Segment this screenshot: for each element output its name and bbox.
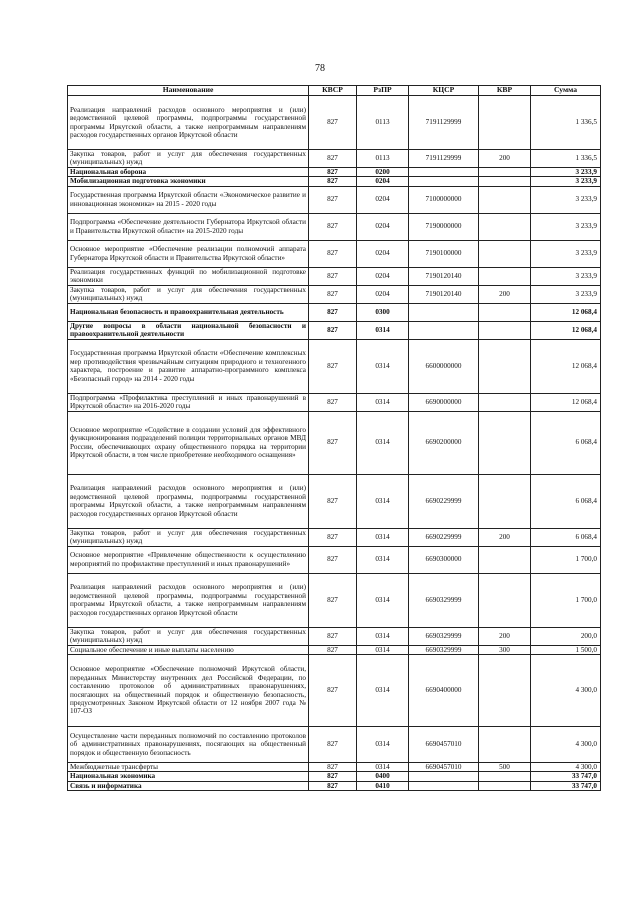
cell-sum: 1 336,5 <box>531 150 601 168</box>
cell-sum: 1 700,0 <box>531 573 601 627</box>
cell-kcsr: 6690300000 <box>409 546 479 573</box>
cell-kvr <box>479 546 531 573</box>
cell-kvsr: 827 <box>309 213 357 240</box>
cell-kvr <box>479 303 531 321</box>
cell-kvsr: 827 <box>309 167 357 176</box>
cell-name: Закупка товаров, работ и услуг для обеспечения государственных (муниципальных) нужд <box>68 150 309 168</box>
cell-kvr <box>479 474 531 528</box>
cell-kvsr: 827 <box>309 573 357 627</box>
cell-sum: 1 500,0 <box>531 645 601 654</box>
cell-name: Национальная экономика <box>68 772 309 781</box>
header-rzpr: РзПР <box>357 86 409 96</box>
cell-kcsr <box>409 321 479 339</box>
cell-sum: 12 068,4 <box>531 393 601 411</box>
cell-rzpr: 0314 <box>357 573 409 627</box>
table-row <box>68 411 601 474</box>
cell-sum: 1 700,0 <box>531 546 601 573</box>
header-kvsr: КВСР <box>309 86 357 96</box>
cell-sum: 3 233,9 <box>531 213 601 240</box>
cell-name: Подпрограмма «Обеспечение деятельности Губернатора Иркутской области и Правительства Иркутской области» на 2015-2020 годы <box>68 213 309 240</box>
cell-kvr <box>479 177 531 186</box>
cell-kcsr: 7191129999 <box>409 150 479 168</box>
cell-name: Государственная программа Иркутской области «Экономическое развитие и инновационная экономика» на 2015 - 2020 годы <box>68 186 309 213</box>
cell-kvsr: 827 <box>309 186 357 213</box>
cell-rzpr: 0314 <box>357 528 409 546</box>
cell-rzpr: 0314 <box>357 627 409 645</box>
cell-kcsr <box>409 772 479 781</box>
cell-kvsr: 827 <box>309 339 357 393</box>
cell-name: Закупка товаров, работ и услуг для обеспечения государственных (муниципальных) нужд <box>68 528 309 546</box>
cell-kvr <box>479 655 531 727</box>
cell-kvr <box>479 321 531 339</box>
cell-name: Реализация государственных функций по мобилизационной подготовке экономики <box>68 267 309 285</box>
cell-sum: 6 068,4 <box>531 474 601 528</box>
cell-rzpr: 0314 <box>357 763 409 772</box>
table-row <box>68 303 601 321</box>
cell-kcsr <box>409 167 479 176</box>
cell-kcsr: 7190120140 <box>409 285 479 303</box>
table-row <box>68 528 601 546</box>
table-row <box>68 177 601 186</box>
cell-rzpr: 0204 <box>357 285 409 303</box>
cell-rzpr: 0314 <box>357 727 409 763</box>
table-row <box>68 627 601 645</box>
cell-name: Социальное обеспечение и иные выплаты населению <box>68 645 309 654</box>
cell-kvr: 200 <box>479 150 531 168</box>
cell-kcsr: 6690200000 <box>409 411 479 474</box>
cell-kvr <box>479 411 531 474</box>
cell-rzpr: 0314 <box>357 655 409 727</box>
cell-sum: 3 233,9 <box>531 186 601 213</box>
cell-name: Реализация направлений расходов основного мероприятия и (или) ведомственной целевой программы, подпрограммы государственной программы Иркутской области, а также непрограммным направлениям расходов государственных органов Иркутской области <box>68 573 309 627</box>
table-row <box>68 781 601 790</box>
cell-kvr <box>479 339 531 393</box>
cell-kvr: 200 <box>479 627 531 645</box>
cell-sum: 4 300,0 <box>531 727 601 763</box>
cell-kvsr: 827 <box>309 655 357 727</box>
cell-sum: 12 068,4 <box>531 339 601 393</box>
cell-kvsr: 827 <box>309 96 357 150</box>
cell-kvr: 200 <box>479 285 531 303</box>
cell-rzpr: 0113 <box>357 150 409 168</box>
table-row <box>68 213 601 240</box>
cell-name: Основное мероприятие «Обеспечение полномочий Иркутской области, переданных Министерству внутренних дел Российской Федерации, по составлению протоколов об административных правонарушениях, посягающих на общественный порядок и общественную безопасность, предусмотренных Законом Иркутской области от 12 ноября 2007 года № 107-ОЗ <box>68 655 309 727</box>
cell-kvsr: 827 <box>309 627 357 645</box>
cell-kvsr: 827 <box>309 321 357 339</box>
cell-name: Закупка товаров, работ и услуг для обеспечения государственных (муниципальных) нужд <box>68 285 309 303</box>
table-row <box>68 546 601 573</box>
table-row <box>68 96 601 150</box>
cell-name: Основное мероприятие «Обеспечение реализации полномочий аппарата Губернатора Иркутской области и Правительства Иркутской области» <box>68 240 309 267</box>
table-row <box>68 240 601 267</box>
cell-rzpr: 0314 <box>357 393 409 411</box>
cell-sum: 33 747,0 <box>531 781 601 790</box>
table-row <box>68 321 601 339</box>
cell-sum: 3 233,9 <box>531 267 601 285</box>
cell-kvsr: 827 <box>309 546 357 573</box>
cell-kcsr <box>409 781 479 790</box>
cell-name: Государственная программа Иркутской области «Обеспечение комплексных мер противодействия чрезвычайным ситуациям природного и техногенного характера, построение и развитие аппаратно-программного комплекса «Безопасный город» на 2014 - 2020 годы <box>68 339 309 393</box>
header-sum: Сумма <box>531 86 601 96</box>
cell-sum: 12 068,4 <box>531 321 601 339</box>
cell-kvsr: 827 <box>309 177 357 186</box>
table-row <box>68 573 601 627</box>
cell-name: Основное мероприятие «Содействие в создании условий для эффективного функционирования подразделений полиции территориальных органов МВД России, обеспечивающих охрану общественного порядка на территории Иркутской области, в том числе приобретение необходимого оснащения» <box>68 411 309 474</box>
cell-rzpr: 0204 <box>357 240 409 267</box>
header-kvr: КВР <box>479 86 531 96</box>
cell-kcsr: 7190120140 <box>409 267 479 285</box>
cell-sum: 12 068,4 <box>531 303 601 321</box>
cell-rzpr: 0204 <box>357 177 409 186</box>
cell-rzpr: 0300 <box>357 303 409 321</box>
table-row <box>68 285 601 303</box>
cell-kvr <box>479 267 531 285</box>
cell-kvsr: 827 <box>309 727 357 763</box>
cell-kvr <box>479 393 531 411</box>
cell-name: Основное мероприятие «Привлечение общественности к осуществлению мероприятий по профилактике преступлений и иных правонарушений» <box>68 546 309 573</box>
cell-kcsr: 6690229999 <box>409 528 479 546</box>
cell-name: Закупка товаров, работ и услуг для обеспечения государственных (муниципальных) нужд <box>68 627 309 645</box>
cell-kcsr: 6690229999 <box>409 474 479 528</box>
cell-name: Подпрограмма «Профилактика преступлений и иных правонарушений в Иркутской области» на 2016-2020 годы <box>68 393 309 411</box>
cell-kvsr: 827 <box>309 645 357 654</box>
cell-kvsr: 827 <box>309 763 357 772</box>
cell-kvr <box>479 96 531 150</box>
table-row <box>68 727 601 763</box>
cell-sum: 6 068,4 <box>531 528 601 546</box>
cell-kcsr <box>409 177 479 186</box>
cell-kcsr: 6690329999 <box>409 573 479 627</box>
table-row <box>68 150 601 168</box>
cell-kvr: 300 <box>479 645 531 654</box>
cell-kvr <box>479 781 531 790</box>
table-row <box>68 763 601 772</box>
cell-sum: 3 233,9 <box>531 285 601 303</box>
cell-kcsr: 6600000000 <box>409 339 479 393</box>
cell-rzpr: 0200 <box>357 167 409 176</box>
cell-rzpr: 0204 <box>357 267 409 285</box>
cell-kvsr: 827 <box>309 303 357 321</box>
cell-rzpr: 0204 <box>357 213 409 240</box>
table-row <box>68 167 601 176</box>
cell-kvr <box>479 573 531 627</box>
cell-kvsr: 827 <box>309 240 357 267</box>
cell-name: Межбюджетные трансферты <box>68 763 309 772</box>
cell-rzpr: 0314 <box>357 546 409 573</box>
table-row <box>68 186 601 213</box>
cell-rzpr: 0113 <box>357 96 409 150</box>
cell-kvsr: 827 <box>309 772 357 781</box>
cell-kvsr: 827 <box>309 474 357 528</box>
cell-kvr <box>479 240 531 267</box>
cell-kcsr: 7100000000 <box>409 186 479 213</box>
cell-rzpr: 0410 <box>357 781 409 790</box>
page-number: 78 <box>315 63 325 74</box>
cell-name: Реализация направлений расходов основного мероприятия и (или) ведомственной целевой программы, подпрограммы государственной программы Иркутской области, а также непрограммным направлениям расходов государственных органов Иркутской области <box>68 96 309 150</box>
cell-rzpr: 0314 <box>357 411 409 474</box>
budget-table <box>67 85 601 791</box>
cell-kvr <box>479 186 531 213</box>
table-row <box>68 645 601 654</box>
table-row <box>68 267 601 285</box>
cell-kcsr: 6690457010 <box>409 727 479 763</box>
cell-rzpr: 0314 <box>357 339 409 393</box>
table-row <box>68 655 601 727</box>
cell-rzpr: 0400 <box>357 772 409 781</box>
cell-kcsr: 6690329999 <box>409 627 479 645</box>
table-row <box>68 393 601 411</box>
cell-name: Осуществление части переданных полномочий по составлению протоколов об административных правонарушениях, посягающих на общественный порядок и общественную безопасность <box>68 727 309 763</box>
cell-sum: 3 233,9 <box>531 240 601 267</box>
cell-kcsr: 7191129999 <box>409 96 479 150</box>
cell-name: Мобилизационная подготовка экономики <box>68 177 309 186</box>
cell-kvsr: 827 <box>309 411 357 474</box>
cell-rzpr: 0314 <box>357 321 409 339</box>
cell-sum: 3 233,9 <box>531 177 601 186</box>
cell-name: Другие вопросы в области национальной безопасности и правоохранительной деятельности <box>68 321 309 339</box>
cell-kcsr <box>409 303 479 321</box>
cell-kvsr: 827 <box>309 285 357 303</box>
cell-kvsr: 827 <box>309 528 357 546</box>
cell-name: Реализация направлений расходов основного мероприятия и (или) ведомственной целевой программы, подпрограммы государственной программы Иркутской области, а также непрограммным направлениям расходов государственных органов Иркутской области <box>68 474 309 528</box>
header-name: Наименование <box>68 86 309 96</box>
cell-kcsr: 6690457010 <box>409 763 479 772</box>
cell-kvr <box>479 727 531 763</box>
cell-kcsr: 6690400000 <box>409 655 479 727</box>
header-kcsr: КЦСР <box>409 86 479 96</box>
cell-kvr <box>479 213 531 240</box>
cell-kcsr: 7190000000 <box>409 213 479 240</box>
cell-sum: 33 747,0 <box>531 772 601 781</box>
cell-kvsr: 827 <box>309 781 357 790</box>
cell-kvsr: 827 <box>309 150 357 168</box>
cell-kcsr: 6690000000 <box>409 393 479 411</box>
cell-rzpr: 0314 <box>357 645 409 654</box>
cell-kcsr: 6690329999 <box>409 645 479 654</box>
cell-kvsr: 827 <box>309 393 357 411</box>
cell-kvr: 500 <box>479 763 531 772</box>
cell-kvr: 200 <box>479 528 531 546</box>
cell-name: Национальная оборона <box>68 167 309 176</box>
cell-sum: 3 233,9 <box>531 167 601 176</box>
cell-kvr <box>479 772 531 781</box>
cell-sum: 6 068,4 <box>531 411 601 474</box>
table-row <box>68 339 601 393</box>
cell-rzpr: 0204 <box>357 186 409 213</box>
table-row <box>68 772 601 781</box>
cell-name: Национальная безопасность и правоохранительная деятельность <box>68 303 309 321</box>
table-header-row <box>68 86 601 96</box>
cell-kvr <box>479 167 531 176</box>
cell-sum: 4 300,0 <box>531 655 601 727</box>
cell-kcsr: 7190100000 <box>409 240 479 267</box>
cell-sum: 4 300,0 <box>531 763 601 772</box>
table-row <box>68 474 601 528</box>
cell-name: Связь и информатика <box>68 781 309 790</box>
cell-sum: 1 336,5 <box>531 96 601 150</box>
cell-rzpr: 0314 <box>357 474 409 528</box>
cell-sum: 200,0 <box>531 627 601 645</box>
cell-kvsr: 827 <box>309 267 357 285</box>
